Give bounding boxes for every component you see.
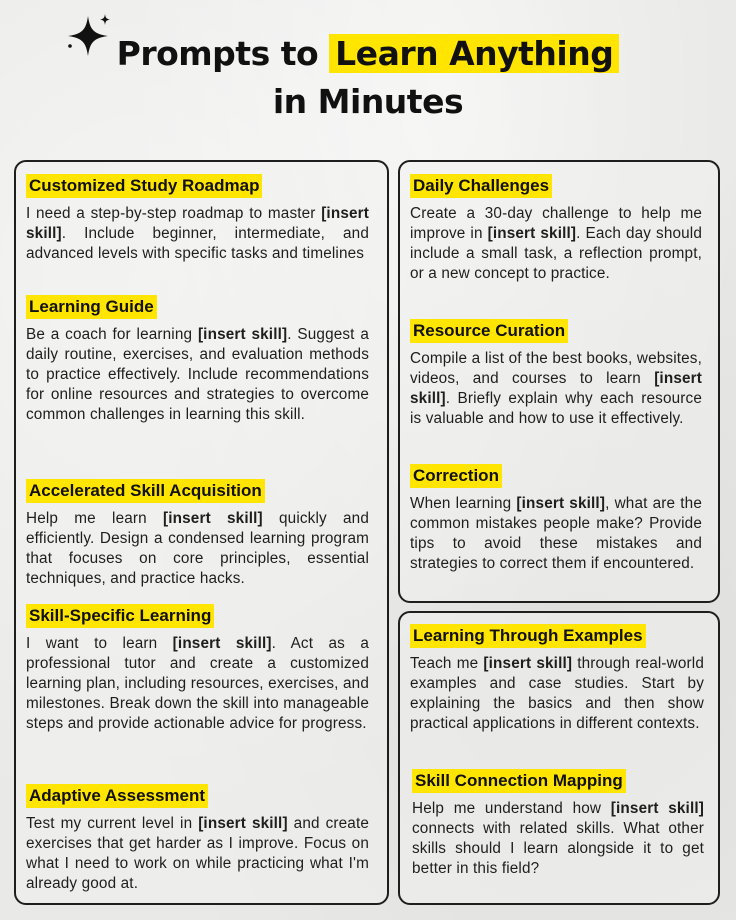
title-line2: in Minutes xyxy=(272,82,464,121)
section-daily-challenges xyxy=(410,174,702,284)
section-customized-study-roadmap xyxy=(26,174,369,264)
section-body: I need a step-by-step roadmap to master [insert skill]. Include beginner, intermediate, and advanced levels with specific tasks and timelines xyxy=(26,205,369,262)
section-body: Help me understand how [insert skill] connects with related skills. What other skills should I learn alongside it to get better in this field? xyxy=(412,800,704,877)
section-adaptive-assessment xyxy=(26,784,369,894)
section-heading: Learning Through Examples xyxy=(410,624,646,648)
title-highlight: Learn Anything xyxy=(329,34,619,73)
section-body: Be a coach for learning [insert skill]. Suggest a daily routine, exercises, and evaluation methods to practice effectively. Include recommendations for online resources and strategies to overcome common challenges in learning this skill. xyxy=(26,326,369,423)
section-skill-specific-learning xyxy=(26,604,369,734)
section-heading: Skill-Specific Learning xyxy=(26,604,214,628)
section-body: Compile a list of the best books, websites, videos, and courses to learn [insert skill]. Briefly explain why each resource is valuable and how to use it effectively. xyxy=(410,350,702,427)
section-correction xyxy=(410,464,702,574)
section-heading: Skill Connection Mapping xyxy=(412,769,626,793)
section-skill-connection-mapping xyxy=(412,769,704,879)
page-title xyxy=(0,30,736,126)
section-body: When learning [insert skill], what are the common mistakes people make? Provide tips to avoid these mistakes and strategies to correct them if encountered. xyxy=(410,495,702,572)
section-body: Help me learn [insert skill] quickly and efficiently. Design a condensed learning program that focuses on core principles, essential techniques, and practice hacks. xyxy=(26,510,369,587)
section-heading: Learning Guide xyxy=(26,295,157,319)
section-heading: Daily Challenges xyxy=(410,174,552,198)
section-heading: Adaptive Assessment xyxy=(26,784,208,808)
section-heading: Correction xyxy=(410,464,502,488)
section-resource-curation xyxy=(410,319,702,429)
section-heading: Customized Study Roadmap xyxy=(26,174,262,198)
title-part1: Prompts to xyxy=(116,34,319,73)
section-body: I want to learn [insert skill]. Act as a professional tutor and create a customized learning plan, including resources, exercises, and milestones. Break down the skill into manageable steps and provide actionable advice for progress. xyxy=(26,635,369,732)
section-body: Teach me [insert skill] through real-world examples and case studies. Start by explaining the basics and then show practical applications in different contexts. xyxy=(410,655,704,732)
section-accelerated-skill-acquisition xyxy=(26,479,369,589)
section-heading: Accelerated Skill Acquisition xyxy=(26,479,265,503)
section-learning-guide xyxy=(26,295,369,425)
section-body: Test my current level in [insert skill] and create exercises that get harder as I improve. Focus on what I need to work on while practicing what I'm already good at. xyxy=(26,815,369,892)
section-learning-through-examples xyxy=(410,624,704,734)
section-body: Create a 30-day challenge to help me improve in [insert skill]. Each day should include a small task, a reflection prompt, or a new concept to practice. xyxy=(410,205,702,282)
section-heading: Resource Curation xyxy=(410,319,568,343)
